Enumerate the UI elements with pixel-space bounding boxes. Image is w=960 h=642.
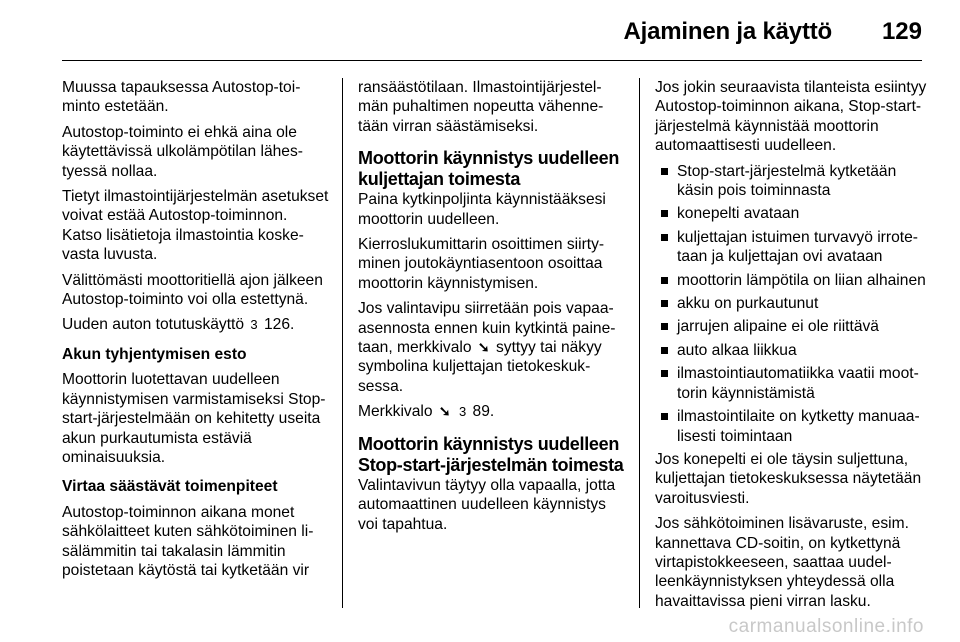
paragraph: [358, 299, 626, 396]
list-item: kuljettajan istuimen turvavyö irrotetaan ja kuljettajan ovi avataan: [655, 228, 927, 267]
indicator-light-icon: ➘: [477, 339, 490, 356]
page-reference[interactable]: 89.: [472, 403, 495, 421]
column-3: [655, 78, 927, 617]
indicator-light-icon: ➘: [438, 403, 451, 420]
subheading: Akun tyhjentymisen esto: [62, 345, 247, 363]
paragraph: Autostop-toiminto ei ehkä aina ole käytettävissä ulkolämpötilan lähestyessä nollaa.: [62, 123, 303, 180]
watermark: carmanualsonline.info: [728, 616, 924, 637]
bullet-square-icon: [661, 210, 668, 217]
condition-list: [655, 162, 927, 446]
paragraph: Välittömästi moottoritiellä ajon jälkeen Autostop-toiminto voi olla estettynä.: [62, 271, 323, 309]
paragraph: Kierroslukumittarin osoittimen siirtyminen joutokäyntiasentoon osoittaa moottorin käynnistymisen.: [358, 236, 605, 292]
paragraph: Muussa tapauksessa Autostop-toiminto estetään.: [62, 79, 301, 116]
header-divider: [62, 60, 922, 61]
list-item: akku on purkautunut: [655, 294, 927, 313]
list-item: jarrujen alipaine ei ole riittävä: [655, 317, 927, 336]
bullet-square-icon: [661, 168, 668, 175]
page-header: [62, 14, 922, 54]
paragraph: Valintavivun täytyy olla vapaalla, jotta automaattinen uudelleen käynnistys voi tapahtua.: [358, 476, 616, 533]
paragraph: Autostop-toiminnon aikana monet sähkölaitteet kuten sähkötoiminen lisälämmitin tai takalasin lämmitin poistetaan käytöstä tai kytketään vir: [62, 503, 314, 579]
paragraph: Paina kytkinpoljinta käynnistääksesi moottorin uudelleen.: [358, 191, 606, 228]
bullet-square-icon: [661, 323, 668, 330]
subheading: Virtaa säästävät toimenpiteet: [62, 478, 278, 496]
section-heading: Moottorin käynnistys uudelleen kuljettajan toimesta: [358, 148, 620, 190]
paragraph: Jos konepelti ei ole täysin suljettuna, kuljettajan tietokeskuksessa näytetään varoitusviesti.: [655, 450, 922, 507]
paragraph: Moottorin luotettavan uudelleen käynnistymisen varmistamiseksi Stop-start-järjestelmään on kehitetty useita akun purkautumista estäviä ominaisuuksia.: [62, 371, 326, 466]
paragraph: Tietyt ilmastointijärjestelmän asetukset voivat estää Autostop-toiminnon. Katso lisätietoja ilmastointia koskevasta luvusta.: [62, 188, 329, 264]
column-2: [358, 78, 626, 540]
bullet-square-icon: [661, 277, 668, 284]
paragraph: [358, 402, 626, 421]
list-item: ilmastointiautomatiikka vaatii moottorin käynnistämistä: [655, 364, 927, 403]
page-reference-icon: 3: [250, 317, 258, 333]
bullet-square-icon: [661, 413, 668, 420]
paragraph-text: Merkkivalo: [358, 403, 433, 421]
paragraph: [62, 315, 330, 334]
bullet-square-icon: [661, 370, 668, 377]
paragraph-text: Uuden auton totutuskäyttö: [62, 316, 245, 334]
bullet-square-icon: [661, 300, 668, 307]
paragraph-text: syttyy tai näkyy symbolina kuljettajan tietokeskuksessa.: [358, 339, 602, 395]
chapter-title: Ajaminen ja käyttö: [623, 18, 832, 45]
column-divider-2: [639, 78, 640, 608]
column-divider-1: [342, 78, 343, 608]
bullet-square-icon: [661, 234, 668, 241]
page-reference-icon: 3: [458, 404, 467, 420]
section-heading: Moottorin käynnistys uudelleen Stop-start-järjestelmän toimesta: [358, 433, 624, 475]
page-number: 129: [881, 18, 922, 45]
list-item: moottorin lämpötila on liian alhainen: [655, 271, 927, 290]
list-item: konepelti avataan: [655, 204, 927, 223]
paragraph: Jos jokin seuraavista tilanteista esiintyy Autostop-toiminnon aikana, Stop-start-järjestelmä käynnistää moottorin automaattisesti uudelleen.: [655, 79, 927, 155]
column-1: [62, 78, 330, 586]
bullet-square-icon: [661, 347, 668, 354]
list-item: auto alkaa liikkua: [655, 341, 927, 360]
page-reference[interactable]: 126.: [263, 316, 295, 334]
paragraph: ransäästötilaan. Ilmastointijärjestelmän puhaltimen nopeutta vähennetään virran säästämiseksi.: [358, 79, 604, 135]
list-item: Stop-start-järjestelmä kytketään käsin pois toiminnasta: [655, 162, 927, 201]
paragraph-text: Jos valintavipu siirretään pois vapaaasennosta ennen kuin kytkintä painetaan, merkkivalo: [358, 300, 616, 357]
list-item: ilmastointilaite on kytketty manuaalisesti toimintaan: [655, 407, 927, 446]
paragraph: Jos sähkötoiminen lisävaruste, esim. kannettava CD-soitin, on kytkettynä virtapistokkeeseen, saattaa uudelleenkäynnistyksen yhteydessä olla havaittavissa pieni virran lasku.: [655, 515, 909, 610]
